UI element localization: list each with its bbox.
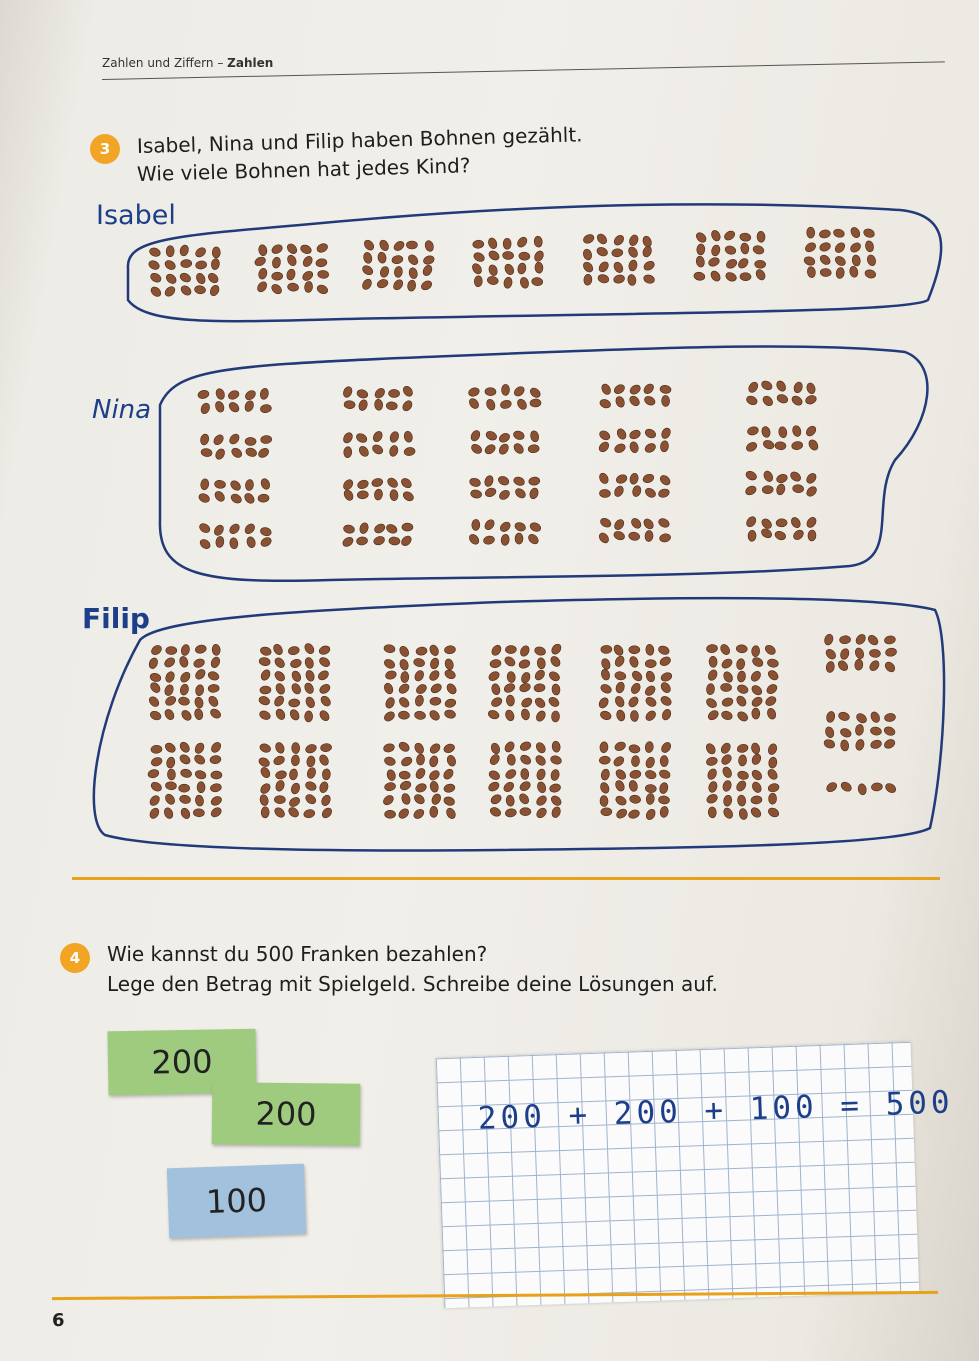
filip-bean-group xyxy=(382,740,457,820)
nina-bean-group xyxy=(342,476,416,503)
banknote-200-b: 200 xyxy=(212,1082,361,1146)
nina-bean-group xyxy=(342,384,415,412)
child-name-isabel: Isabel xyxy=(96,200,176,231)
header-separator: – xyxy=(217,56,224,70)
header-topic: Zahlen xyxy=(227,56,274,70)
nina-bean-group xyxy=(745,515,818,542)
task-4-number: 4 xyxy=(60,943,90,973)
filip-bean-group xyxy=(487,642,563,723)
grid-paper xyxy=(436,1042,955,1308)
filip-bean-group xyxy=(825,780,898,795)
nina-bean-group xyxy=(342,430,416,458)
nina-outline xyxy=(160,346,927,580)
filip-bean-group xyxy=(823,711,896,752)
nina-bean-group xyxy=(745,379,817,407)
isabel-bean-group xyxy=(147,244,220,298)
task-4-line-1: Wie kannst du 500 Franken bezahlen? xyxy=(107,942,488,966)
filip-bean-group xyxy=(487,740,563,820)
solution-equation: 200 + 200 + 100 = 500 xyxy=(477,1084,955,1137)
filip-bean-group xyxy=(383,644,458,723)
nina-bean-group xyxy=(197,387,272,415)
banknote-200-a: 200 xyxy=(107,1029,256,1096)
isabel-bean-group xyxy=(581,232,655,286)
nina-bean-group xyxy=(467,518,542,546)
filip-bean-group xyxy=(599,740,673,821)
task-3-line-1: Isabel, Nina und Filip haben Bohnen gezählt. xyxy=(136,122,583,158)
filip-bean-group xyxy=(705,643,780,723)
nina-bean-group xyxy=(469,429,539,456)
filip-bean-group xyxy=(147,644,222,723)
isabel-bean-group xyxy=(471,235,546,289)
filip-outline xyxy=(94,598,944,850)
isabel-bean-group xyxy=(803,226,877,279)
filip-bean-group xyxy=(257,741,333,819)
nina-bean-group xyxy=(597,516,671,544)
nina-bean-group xyxy=(598,472,672,500)
filip-bean-group xyxy=(704,741,780,820)
banknote-100: 100 xyxy=(167,1164,306,1239)
filip-bean-group xyxy=(147,740,223,820)
nina-bean-group xyxy=(467,384,542,411)
nina-bean-group xyxy=(198,522,273,551)
isabel-bean-group xyxy=(693,229,767,283)
nina-bean-group xyxy=(199,432,272,461)
nina-bean-group xyxy=(599,382,672,409)
isabel-bean-group xyxy=(254,242,330,296)
isabel-outline xyxy=(128,204,941,321)
filip-bean-group xyxy=(597,643,673,722)
filip-bean-group xyxy=(823,633,897,674)
task-3-number: 3 xyxy=(90,134,120,164)
task-3-line-2: Wie viele Bohnen hat jedes Kind? xyxy=(136,153,471,186)
nina-bean-group xyxy=(197,477,271,505)
child-name-nina: Nina xyxy=(92,395,152,425)
filip-bean-group xyxy=(258,642,333,723)
nina-bean-group xyxy=(745,424,820,453)
child-name-filip: Filip xyxy=(82,602,150,635)
nina-bean-group xyxy=(744,470,818,499)
nina-bean-group xyxy=(341,522,413,549)
nina-bean-group xyxy=(597,427,672,455)
isabel-bean-group xyxy=(361,238,436,291)
nina-bean-group xyxy=(469,475,541,502)
section-divider xyxy=(72,877,940,880)
page-number: 6 xyxy=(52,1310,65,1331)
header-section: Zahlen und Ziffern xyxy=(102,56,214,70)
task-4-line-2: Lege den Betrag mit Spielgeld. Schreibe deine Lösungen auf. xyxy=(107,972,718,996)
